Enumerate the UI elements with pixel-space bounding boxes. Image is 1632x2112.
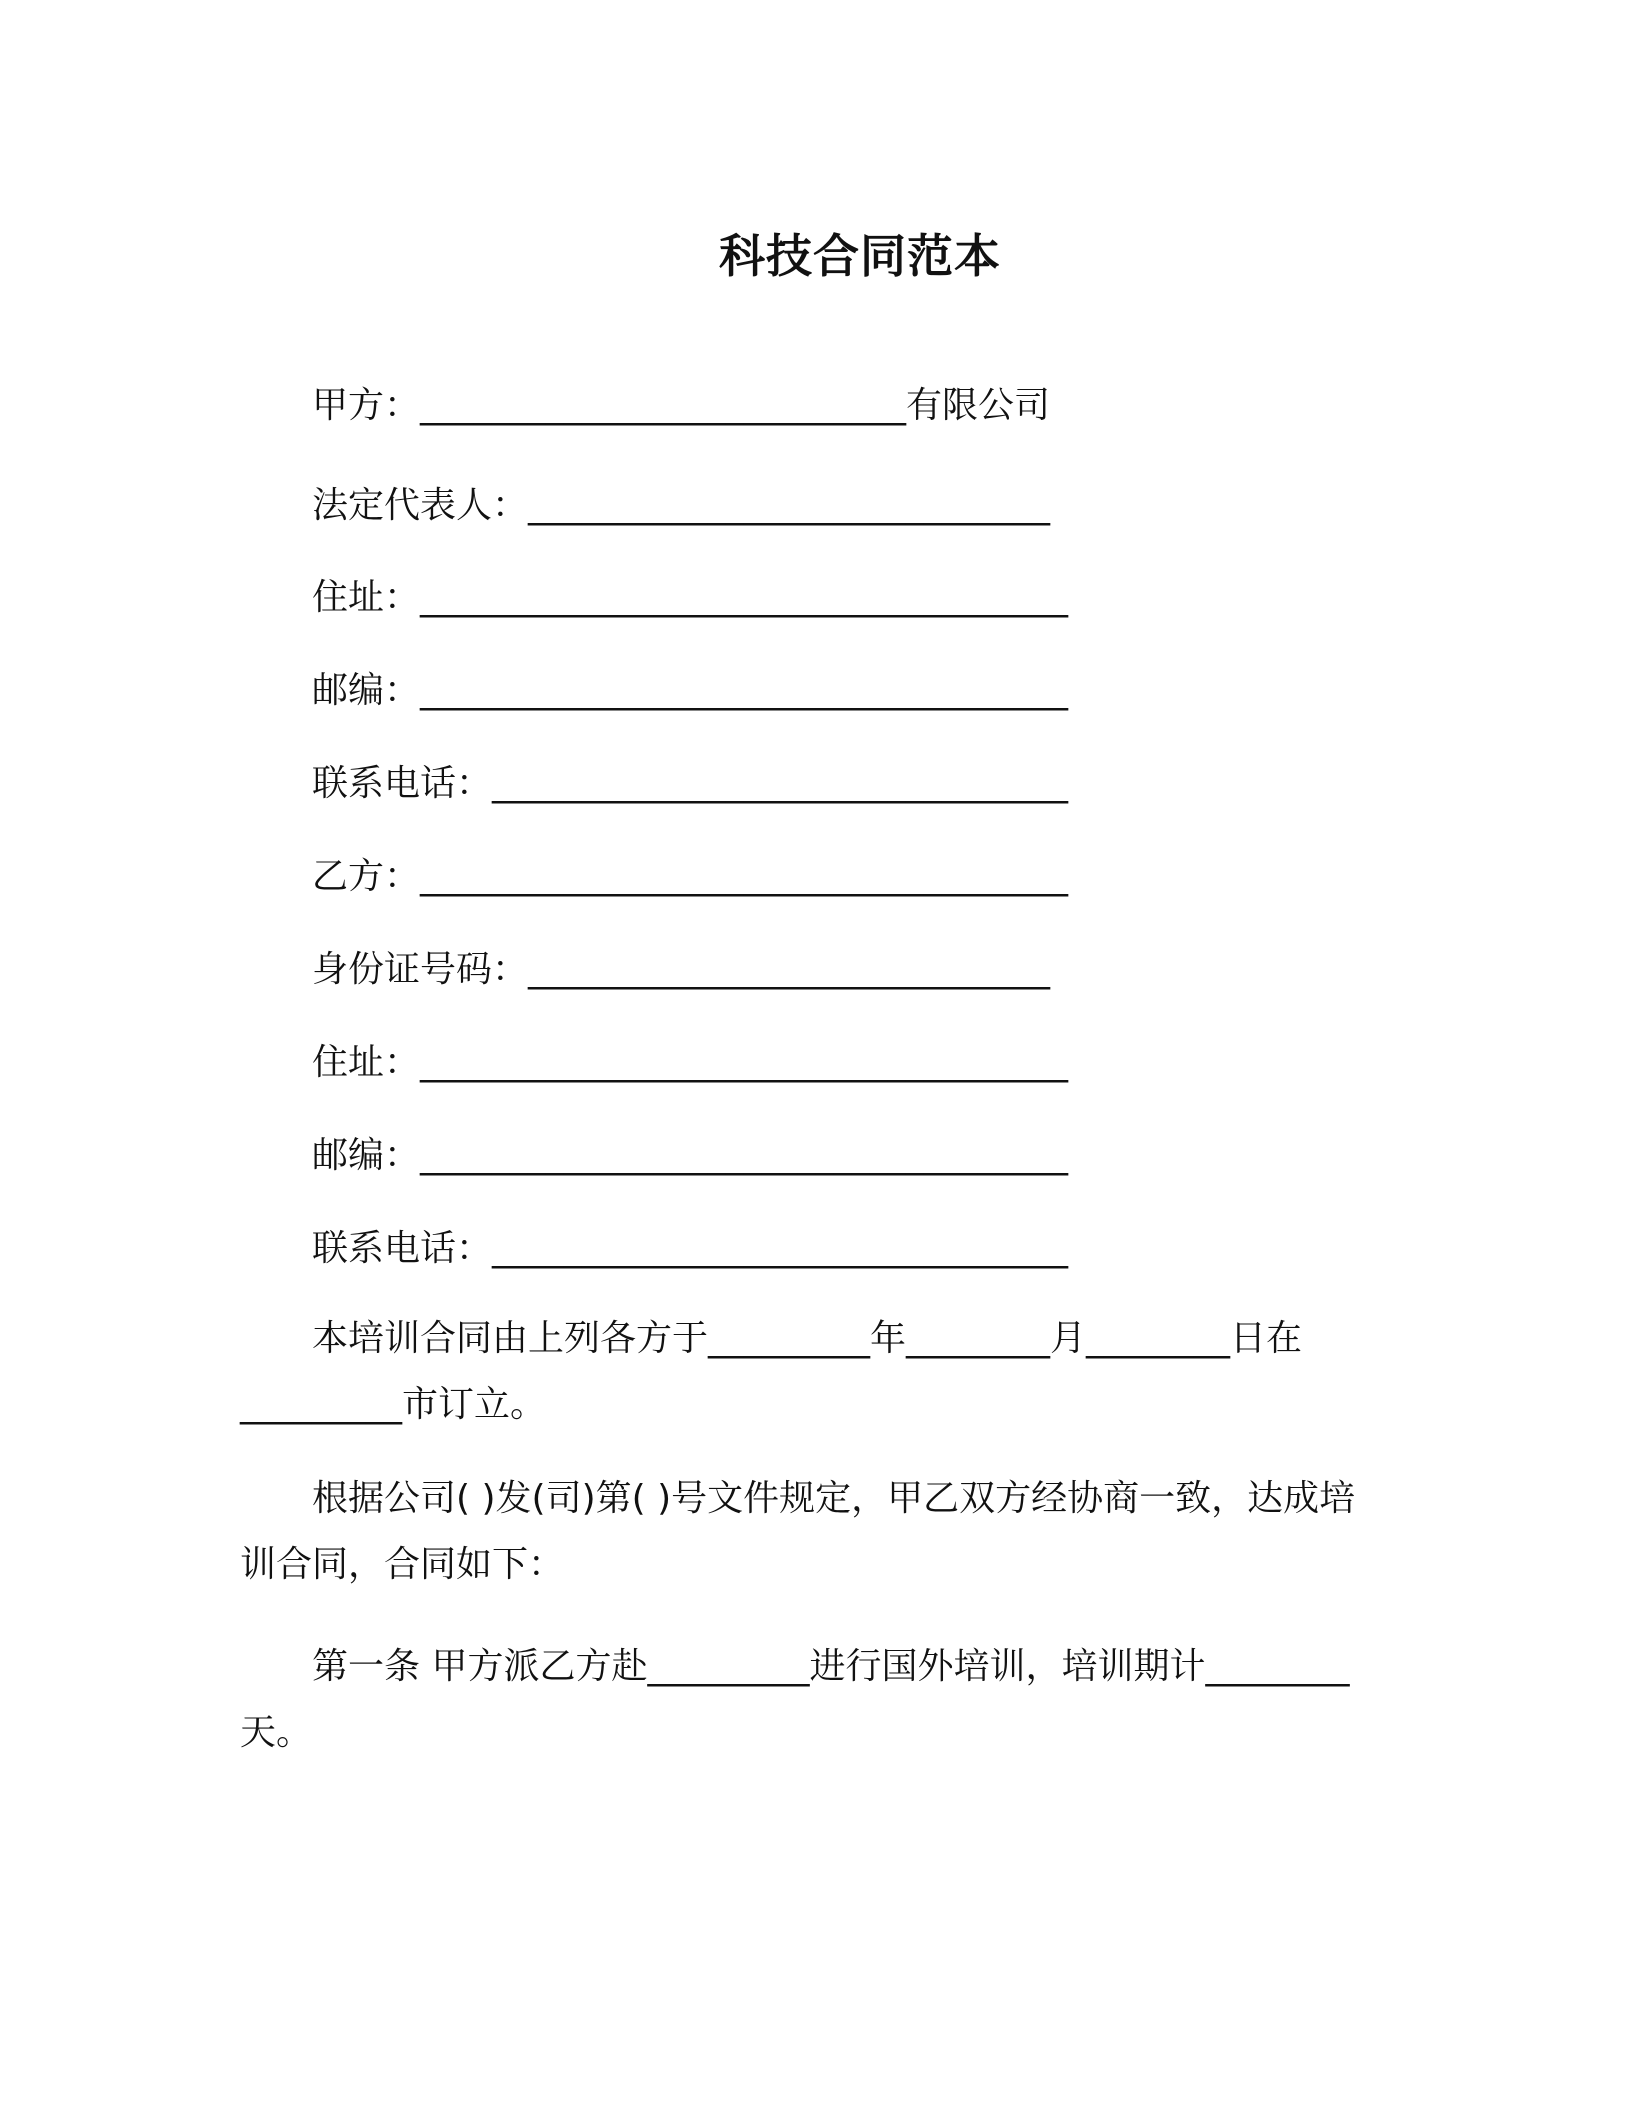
party-b-postcode-label: 邮编： [312,1135,421,1176]
paragraph-text: 第一条 甲方派乙方赴_________进行国外培训，培训期计________ [312,1646,1350,1687]
party-a-postcode-blank[interactable]: ____________________________________ [420,670,1069,711]
paragraph-text: 训合同，合同如下： [240,1544,565,1585]
party-b-address-label: 住址： [312,1042,421,1083]
party-a-phone-label: 联系电话： [312,763,493,804]
party-b-id-label: 身份证号码： [312,949,529,990]
party-b-id-field [312,944,1050,996]
paragraph-line [240,1700,1380,1766]
party-a-phone-blank[interactable]: ________________________________ [492,763,1069,804]
paragraph-line [240,1372,1380,1438]
party-b-phone-field [312,1223,1068,1275]
party-a-address-label: 住址： [312,577,421,618]
party-a-name-suffix: 有限公司 [906,385,1051,426]
party-b-name-blank[interactable]: ____________________________________ [420,856,1069,897]
party-b-address-blank[interactable]: ____________________________________ [420,1042,1069,1083]
paragraph-basis [240,1466,1380,1598]
party-a-rep-field [312,480,1050,532]
party-a-rep-blank[interactable]: _____________________________ [528,485,1051,526]
paragraph-line [240,1634,1380,1700]
party-a-rep-label: 法定代表人： [312,485,529,526]
party-a-name-field [312,380,1050,432]
document-title: 科技合同范本 [719,229,1001,283]
party-a-name-label: 甲方： [312,385,421,426]
paragraph-line [240,1532,1380,1598]
paragraph-text: 根据公司( )发(司)第( )号文件规定，甲乙双方经协商一致，达成培 [312,1478,1356,1519]
paragraph-text: 天。 [240,1712,313,1753]
party-b-address-field [312,1037,1068,1089]
paragraph-text: 本培训合同由上列各方于_________年________月________日在 [312,1318,1303,1359]
party-b-name-label: 乙方： [312,856,421,897]
paragraph-article-one [240,1634,1380,1766]
party-b-name-field [312,851,1068,903]
party-b-phone-blank[interactable]: ________________________________ [492,1228,1069,1269]
party-b-phone-label: 联系电话： [312,1228,493,1269]
paragraph-signing-date [240,1306,1380,1438]
party-a-address-blank[interactable]: ____________________________________ [420,577,1069,618]
party-a-postcode-label: 邮编： [312,670,421,711]
party-a-name-blank[interactable]: ___________________________ [420,385,907,426]
party-a-phone-field [312,758,1068,810]
paragraph-line [240,1306,1380,1372]
party-a-postcode-field [312,665,1068,717]
party-b-id-blank[interactable]: _____________________________ [528,949,1051,990]
party-b-postcode-blank[interactable]: ____________________________________ [420,1135,1069,1176]
paragraph-line [240,1466,1380,1532]
paragraph-text: _________市订立。 [240,1384,547,1425]
party-a-address-field [312,572,1068,624]
party-b-postcode-field [312,1130,1068,1182]
